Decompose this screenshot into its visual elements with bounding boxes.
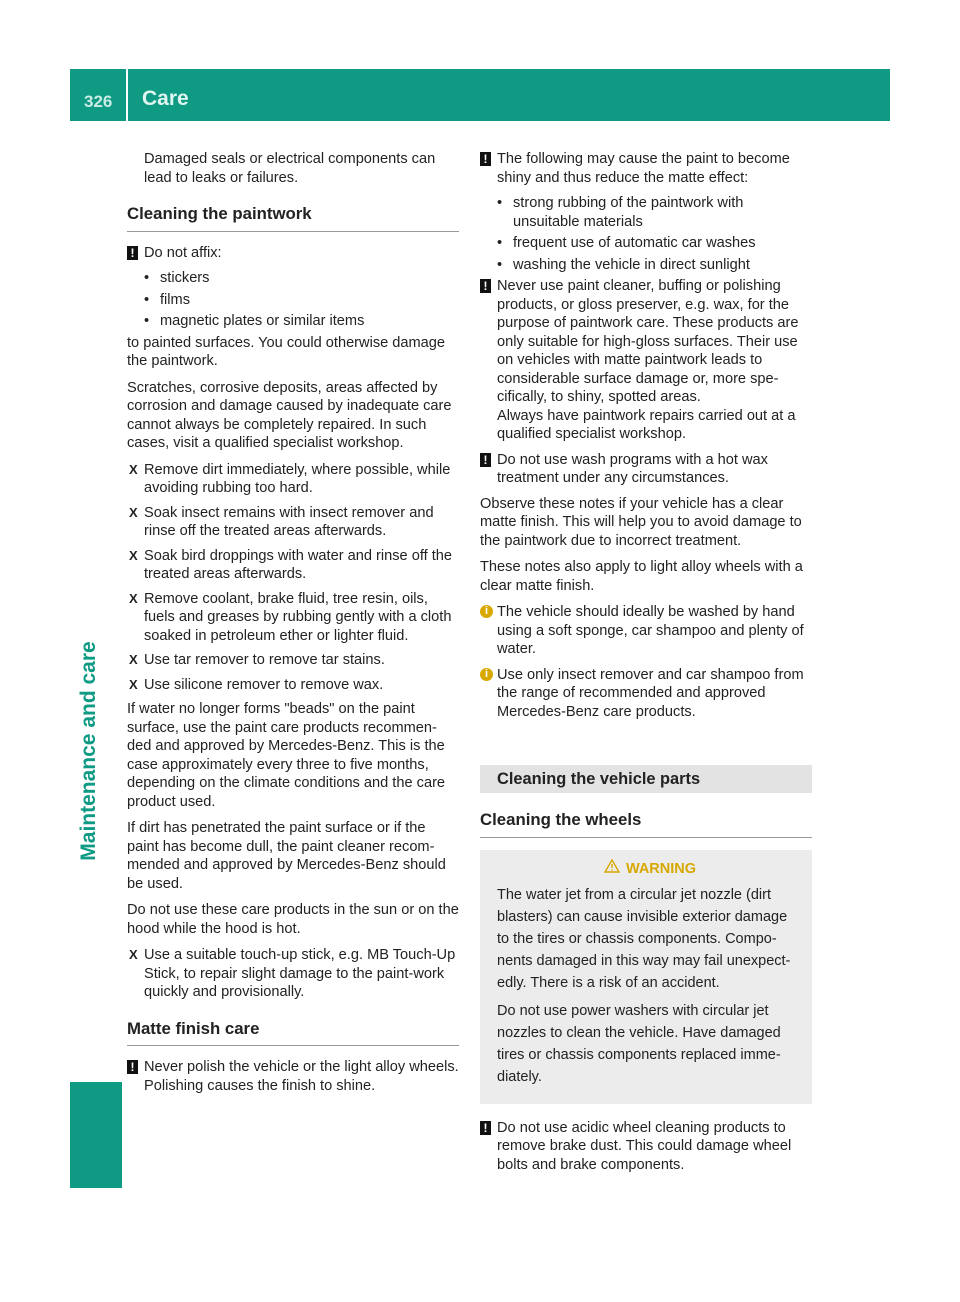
step-text: Use silicone remover to remove wax. <box>144 676 384 693</box>
step <box>127 547 459 584</box>
info-hand-wash <box>480 603 812 659</box>
warning-header <box>497 858 803 880</box>
note-tail: to painted surfaces. You could otherwise damage the paintwork. <box>127 334 446 369</box>
info-insect-remover <box>480 666 812 722</box>
section-band-vehicle-parts: Cleaning the vehicle parts <box>480 765 812 793</box>
affix-list <box>127 269 459 331</box>
step-arrow-icon: X <box>129 547 138 563</box>
note-text: The following may cause the paint to become shiny and thus reduce the matte effect: <box>497 151 790 186</box>
note-text: Never polish the vehicle or the light alloy wheels. Polishing causes the finish to shine. <box>144 1059 459 1094</box>
step-arrow-icon: X <box>129 504 138 520</box>
left-column <box>127 150 459 1102</box>
step-text: Remove dirt immediately, where possible, while avoiding rubbing too hard. <box>144 461 451 496</box>
warning-text-1: The water jet from a circular jet nozzle (dirt blasters) can cause invisible exterior damage to the tires or chassis components. Compo-nents damaged in this way may fail unexpect-edly. There is a risk of an accident. <box>497 886 791 991</box>
warning-title: WARNING <box>625 860 697 877</box>
warning-text-2: Do not use power washers with circular jet nozzles to clean the vehicle. Have damaged tires or chassis components replaced imme-diately. <box>497 1002 781 1085</box>
exclamation-icon: ! <box>127 246 138 260</box>
warning-triangle-icon <box>604 858 620 880</box>
step <box>127 946 459 1002</box>
paragraph-beads: If water no longer forms "beads" on the paint surface, use the paint care products recommen-ded and approved by Mercedes-Benz. This is the case approximately every three to five months, depending on the climate conditions and the care product used. <box>127 701 446 810</box>
exclamation-icon: ! <box>127 1060 138 1074</box>
list-item: • films <box>144 291 459 310</box>
section-title: Care <box>142 87 189 110</box>
note-polish <box>127 1058 459 1095</box>
step <box>127 676 459 695</box>
step-arrow-icon: X <box>129 676 138 692</box>
note-text: Do not use wash programs with a hot wax treatment under any circumstances. <box>497 451 768 486</box>
step <box>127 504 459 541</box>
heading-matte-finish: Matte finish care <box>127 1020 459 1047</box>
note-acidic-cleaner <box>480 1119 812 1175</box>
step-text: Use a suitable touch-up stick, e.g. MB Touch-Up Stick, to repair slight damage to the paint-work quickly and provisionally. <box>144 947 456 1000</box>
step-text: Remove coolant, brake fluid, tree resin, oils, fuels and greases by rubbing gently with a cloth soaked in petroleum ether or lighter fluid. <box>144 590 452 644</box>
shiny-list <box>480 194 812 274</box>
step <box>127 590 459 646</box>
paragraph-scratches: Scratches, corrosive deposits, areas affected by corrosion and damage caused by inadequate care cannot always be completely repaired. In such cases, visit a qualified specialist workshop. <box>127 379 452 451</box>
info-text: Use only insect remover and car shampoo from the range of recommended and approved Mercedes-Benz care products. <box>497 666 804 720</box>
thumb-index-block <box>70 1082 122 1188</box>
paragraph-alloy: These notes also apply to light alloy wheels with a clear matte finish. <box>480 559 803 594</box>
list-item: • magnetic plates or similar items <box>144 312 459 331</box>
step-text: Soak bird droppings with water and rinse off the treated areas afterwards. <box>144 547 453 582</box>
chapter-label: Maintenance and care <box>77 641 100 861</box>
heading-cleaning-paintwork: Cleaning the paintwork <box>127 205 459 232</box>
list-item: • stickers <box>144 269 459 288</box>
list-item: • frequent use of automatic car washes <box>497 234 812 253</box>
heading-cleaning-wheels: Cleaning the wheels <box>480 811 812 838</box>
paragraph-observe: Observe these notes if your vehicle has a clear matte finish. This will help you to avoid damage to the paintwork due to incorrect treatment. <box>480 495 802 549</box>
info-text: The vehicle should ideally be washed by hand using a soft sponge, car shampoo and plenty of water. <box>497 604 804 657</box>
step-text: Soak insect remains with insect remover and rinse off the treated areas afterwards. <box>144 504 434 539</box>
page-header <box>70 69 890 121</box>
note-text-2: Always have paintwork repairs carried out at a qualified specialist workshop. <box>497 407 796 442</box>
step <box>127 651 459 670</box>
page-number: 326 <box>84 92 113 111</box>
note-do-not-affix <box>127 244 459 263</box>
list-item: • washing the vehicle in direct sunlight <box>497 256 812 275</box>
paragraph-dull: If dirt has penetrated the paint surface or if the paint has become dull, the paint cleaner recom-mended and approved by Mercedes-Benz should be used. <box>127 820 446 892</box>
paragraph-sun: Do not use these care products in the sun or on the hood while the hood is hot. <box>127 902 459 937</box>
right-column <box>480 150 812 1181</box>
warning-box <box>480 850 812 1104</box>
step <box>127 461 459 498</box>
step-arrow-icon: X <box>129 947 138 962</box>
step-text: Use tar remover to remove tar stains. <box>144 652 385 668</box>
note-text: Do not use acidic wheel cleaning products to remove brake dust. This could damage wheel bolts and brake components. <box>497 1119 792 1173</box>
step-arrow-icon: X <box>129 652 138 667</box>
note-text: Do not affix: <box>144 244 222 261</box>
note-paint-cleaner <box>480 277 812 444</box>
exclamation-icon: ! <box>480 152 491 166</box>
note-text: Never use paint cleaner, buffing or polishing products, or gloss preserver, e.g. wax, for the purpose of paintwork care. These products are only suitable for high-gloss surfaces. Their use on vehicles with matte paintwork leads to considerable surface damage or, more spe-cifically, to shiny, spotted areas. <box>497 278 799 405</box>
step-arrow-icon: X <box>129 461 138 477</box>
note-hot-wax <box>480 451 812 488</box>
note-shiny <box>480 150 812 187</box>
step-arrow-icon: X <box>129 590 138 606</box>
exclamation-icon: ! <box>480 1121 491 1135</box>
header-divider <box>126 69 128 121</box>
exclamation-icon: ! <box>480 279 491 293</box>
intro-text: Damaged seals or electrical components can lead to leaks or failures. <box>144 151 436 186</box>
list-item: • strong rubbing of the paintwork with unsuitable materials <box>497 194 812 231</box>
info-icon: i <box>480 668 493 681</box>
exclamation-icon: ! <box>480 453 491 467</box>
side-tab <box>70 121 122 1188</box>
info-icon: i <box>480 605 493 618</box>
